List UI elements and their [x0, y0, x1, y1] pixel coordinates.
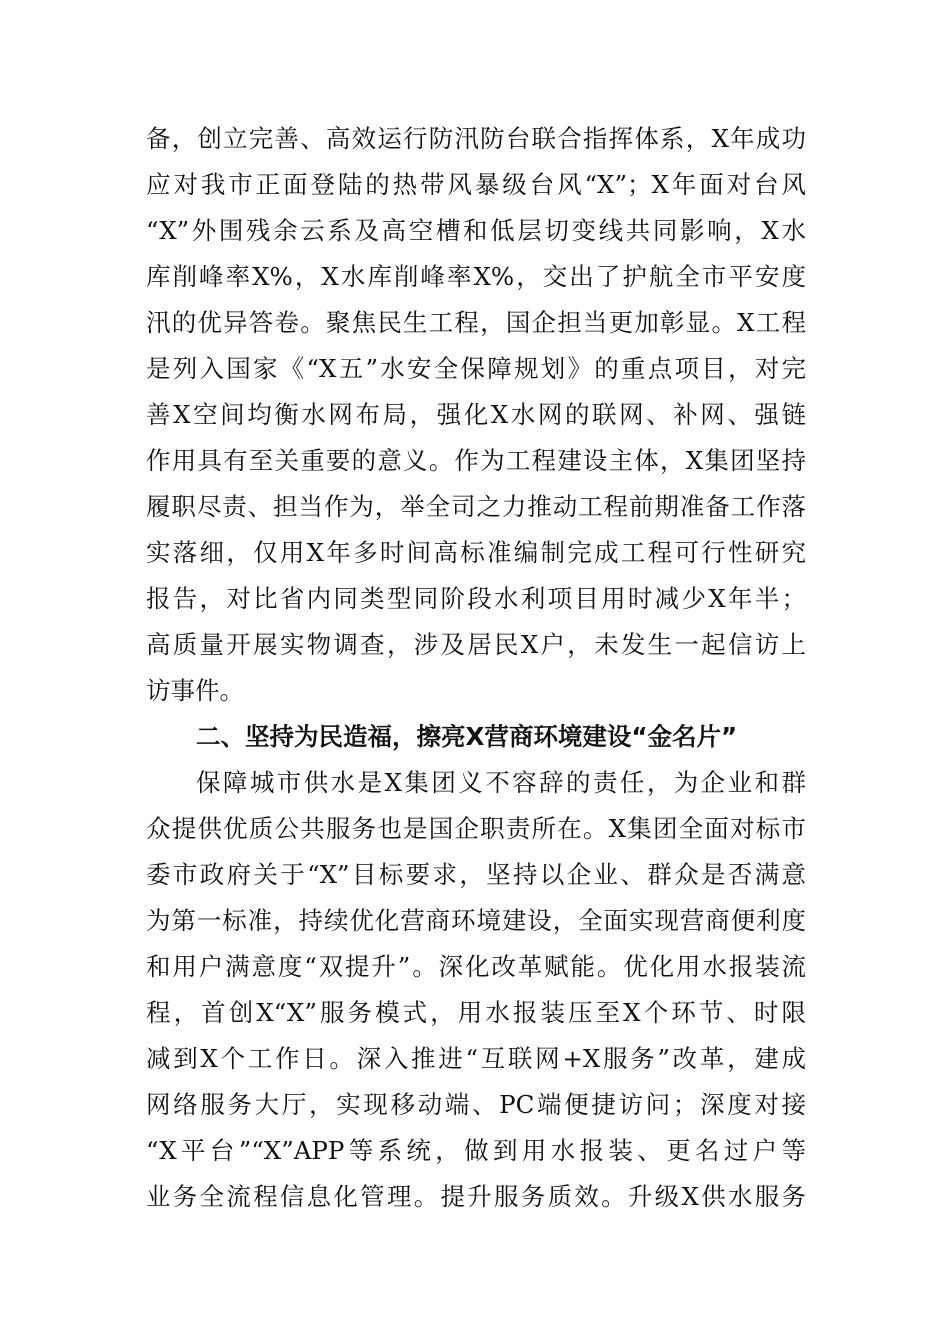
text-line: 高质量开展实物调查，涉及居民X户，未发生一起信访上	[146, 630, 806, 659]
text-line: 备，创立完善、高效运行防汛防台联合指挥体系，X年成功	[146, 124, 806, 153]
text-line: 履职尽责、担当作为，举全司之力推动工程前期准备工作落	[146, 492, 806, 521]
text-line: 作用具有至关重要的意义。作为工程建设主体，X集团坚持	[146, 446, 806, 475]
text-line: 网络服务大厅，实现移动端、PC端便捷访问；深度对接	[146, 1090, 806, 1119]
text-line: 报告，对比省内同类型同阶段水利项目用时减少X年半；	[146, 584, 806, 613]
text-line: 和用户满意度“双提升”。深化改革赋能。优化用水报装流	[146, 952, 806, 981]
text-line: 实落细，仅用X年多时间高标准编制完成工程可行性研究	[146, 538, 806, 567]
text-line: 程，首创X“X”服务模式，用水报装压至X个环节、时限	[146, 998, 806, 1027]
text-line: 众提供优质公共服务也是国企职责所在。X集团全面对标市	[146, 814, 806, 843]
text-line: 库削峰率X%，X水库削峰率X%，交出了护航全市平安度	[146, 262, 806, 291]
text-line: “X”外围残余云系及高空槽和低层切变线共同影响，X水	[146, 216, 806, 245]
text-line: 善X空间均衡水网布局，强化X水网的联网、补网、强链	[146, 400, 806, 429]
text-line: 应对我市正面登陆的热带风暴级台风“X”；X年面对台风	[146, 170, 806, 199]
section-heading: 二、坚持为民造福，擦亮X营商环境建设“金名片”	[196, 722, 738, 751]
text-line: “X平台”“X”APP等系统，做到用水报装、更名过户等	[146, 1136, 806, 1165]
text-line: 汛的优异答卷。聚焦民生工程，国企担当更加彰显。X工程	[146, 308, 806, 337]
text-line: 为第一标准，持续优化营商环境建设，全面实现营商便利度	[146, 906, 806, 935]
text-line: 业务全流程信息化管理。提升服务质效。升级X供水服务	[146, 1182, 806, 1211]
text-line: 委市政府关于“X”目标要求，坚持以企业、群众是否满意	[146, 860, 806, 889]
text-line: 访事件。	[146, 676, 244, 705]
text-line: 减到X个工作日。深入推进“互联网+X服务”改革，建成	[146, 1044, 806, 1073]
text-line: 保障城市供水是X集团义不容辞的责任，为企业和群	[196, 768, 806, 797]
text-line: 是列入国家《“X五”水安全保障规划》的重点项目，对完	[146, 354, 806, 383]
